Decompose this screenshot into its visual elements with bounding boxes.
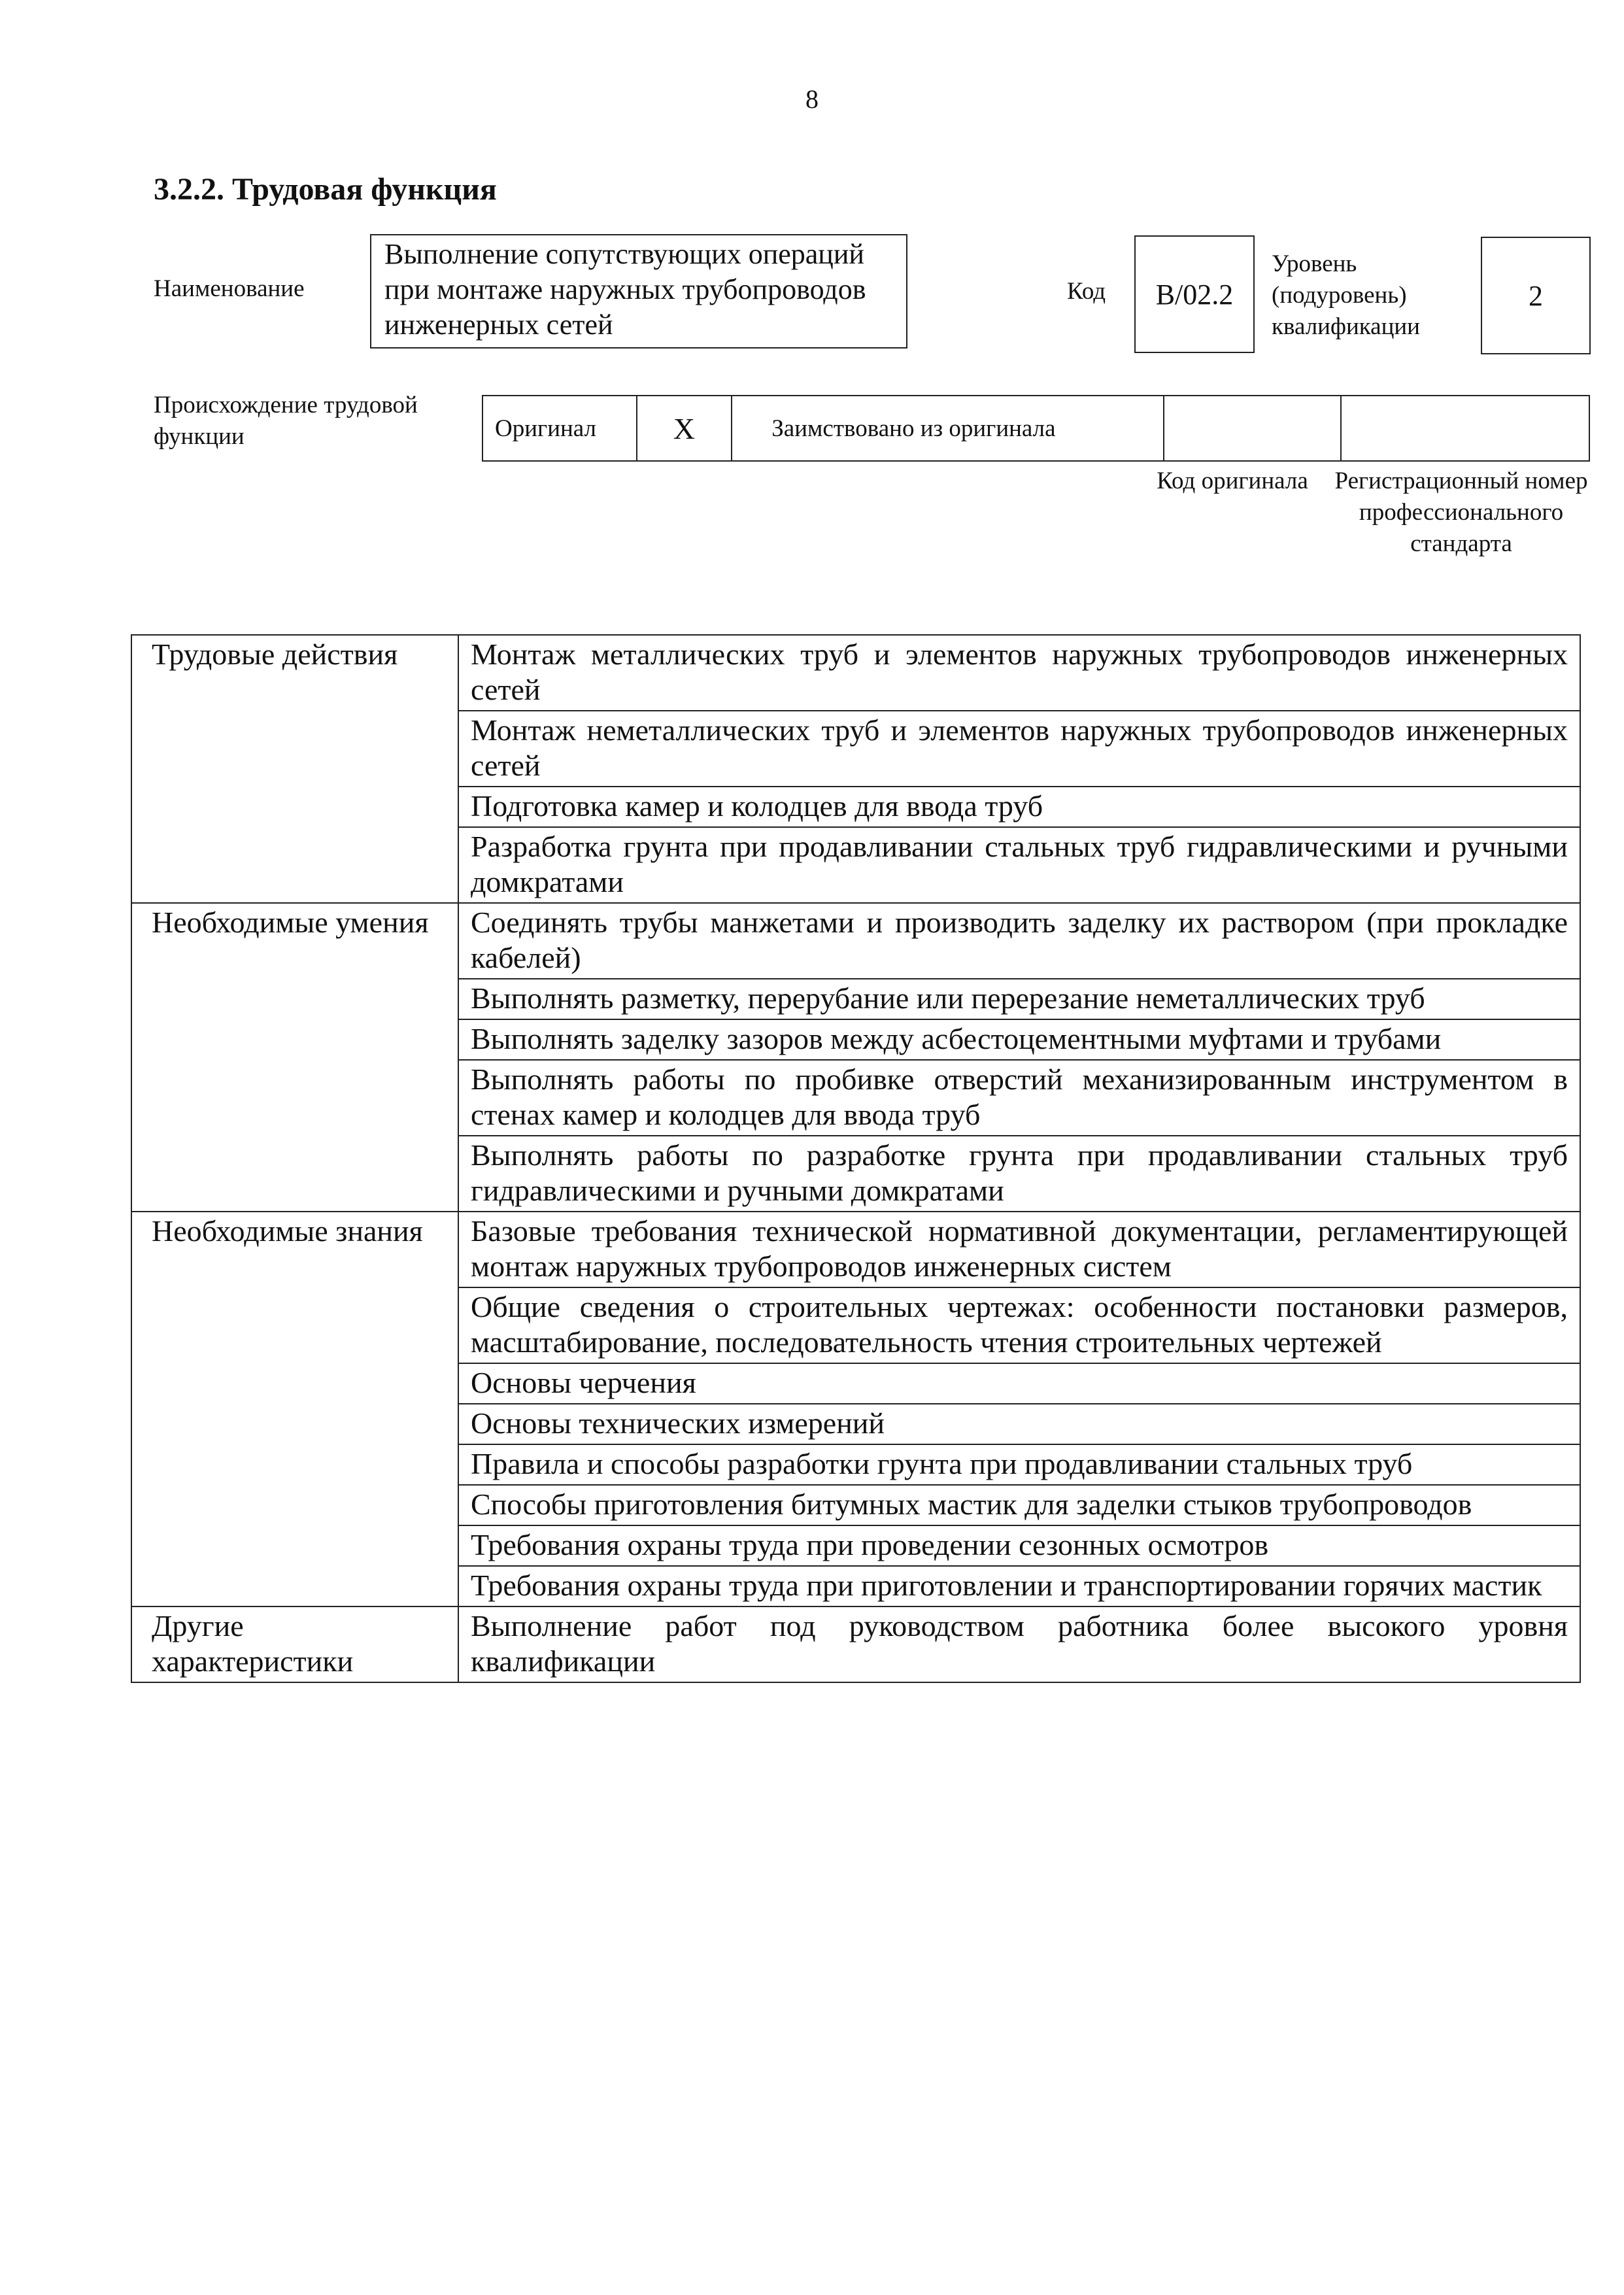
level-box (1481, 237, 1591, 354)
table-cell: Выполнять работы по пробивке отверстий механизированным инструментом в стенах камер и колодцев для ввода труб (458, 1060, 1580, 1136)
table-cell: Общие сведения о строительных чертежах: особенности постановки размеров, масштабирование, последовательность чтения строительных чертежей (458, 1287, 1580, 1363)
table-cell: Выполнение работ под руководством работника более высокого уровня квалификации (458, 1606, 1580, 1682)
function-name-box: Выполнение сопутствующих операций при монтаже наружных трубопроводов инженерных сетей (370, 234, 907, 348)
table-cell: Монтаж неметаллических труб и элементов наружных трубопроводов инженерных сетей (458, 711, 1580, 787)
origin-label: Происхождение трудовой функции (154, 392, 418, 450)
table-cell: Монтаж металлических труб и элементов наружных трубопроводов инженерных сетей (458, 635, 1580, 711)
borrowed-label: Заимствовано из оригинала (732, 396, 1164, 461)
table-row (131, 903, 1580, 979)
table-cell: Базовые требования технической нормативной документации, регламентирующей монтаж наружных трубопроводов инженерных систем (458, 1212, 1580, 1287)
table-cell: Разработка грунта при продавливании стальных труб гидравлическими и ручными домкратами (458, 827, 1580, 903)
table-cell: Соединять трубы манжетами и производить заделку их раствором (при прокладке кабелей) (458, 903, 1580, 979)
origin-table (482, 395, 1590, 462)
code-value: B/02.2 (1155, 278, 1234, 311)
table-row (131, 1212, 1580, 1287)
page-number: 8 (805, 84, 819, 114)
table-cell: Требования охраны труда при приготовлении и транспортировании горячих мастик (458, 1566, 1580, 1606)
category-required-skills: Необходимые умения (131, 903, 458, 1212)
code-label: Код (1067, 278, 1106, 305)
category-other-characteristics: Другие характеристики (131, 1606, 458, 1682)
registration-number-cell (1341, 396, 1589, 461)
category-required-knowledge: Необходимые знания (131, 1212, 458, 1606)
table-cell: Требования охраны труда при проведении сезонных осмотров (458, 1525, 1580, 1566)
table-row (131, 1606, 1580, 1682)
category-labor-actions: Трудовые действия (131, 635, 458, 903)
table-cell: Выполнять работы по разработке грунта при продавливании стальных труб гидравлическими и ручными домкратами (458, 1136, 1580, 1212)
code-box (1134, 235, 1255, 353)
name-label: Наименование (154, 275, 305, 302)
table-cell: Подготовка камер и колодцев для ввода труб (458, 787, 1580, 827)
function-details-table (131, 634, 1581, 1683)
table-cell: Выполнять разметку, перерубание или перерезание неметаллических труб (458, 979, 1580, 1019)
level-value: 2 (1529, 279, 1543, 312)
original-mark: X (637, 396, 732, 461)
level-label: Уровень (подуровень) квалификации (1272, 250, 1420, 340)
original-label: Оригинал (482, 396, 637, 461)
original-code-caption: Код оригинала (1157, 468, 1308, 494)
table-cell: Выполнять заделку зазоров между асбестоцементными муфтами и трубами (458, 1019, 1580, 1060)
section-title: 3.2.2. Трудовая функция (154, 172, 497, 207)
registration-number-caption: Регистрационный номер профессионального стандарта (1334, 468, 1588, 557)
table-cell: Основы черчения (458, 1363, 1580, 1404)
table-cell: Способы приготовления битумных мастик для заделки стыков трубопроводов (458, 1485, 1580, 1525)
original-code-cell (1164, 396, 1341, 461)
table-row (131, 635, 1580, 711)
table-cell: Основы технических измерений (458, 1404, 1580, 1444)
table-cell: Правила и способы разработки грунта при продавливании стальных труб (458, 1444, 1580, 1485)
